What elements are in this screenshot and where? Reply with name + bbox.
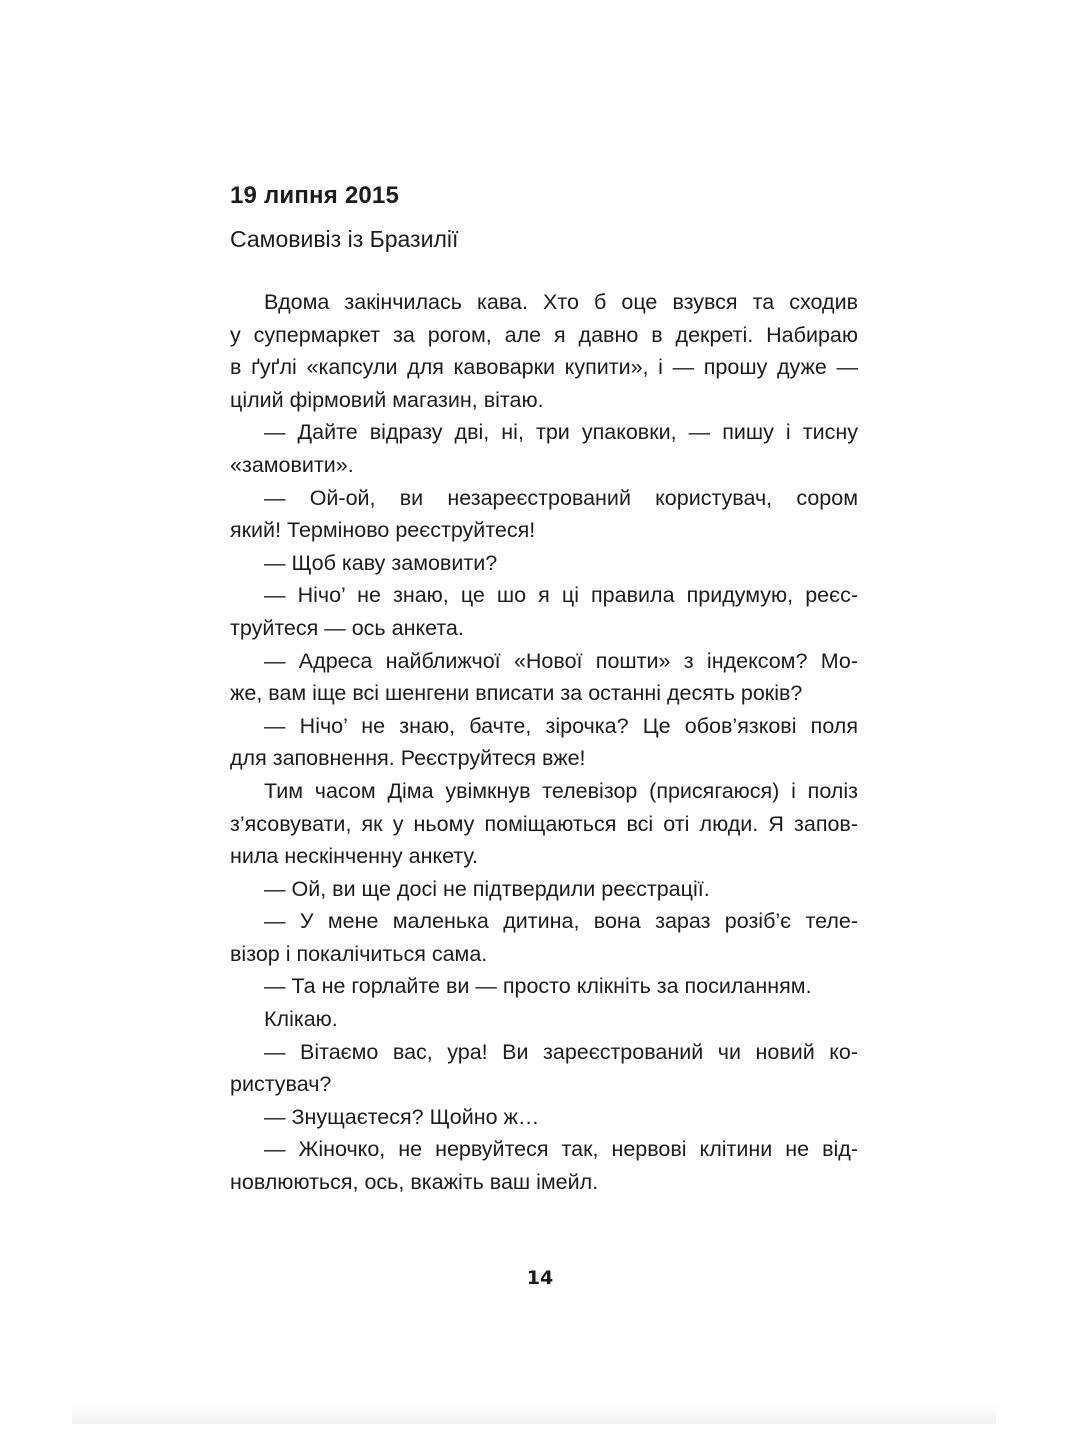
text-line: ристувач? bbox=[230, 1072, 332, 1097]
text-line: — Дайте відразу дві, ні, три упаковки, — пишу і тисну bbox=[264, 420, 858, 445]
body-text bbox=[230, 286, 858, 1199]
text-line: у супермаркет за рогом, але я давно в декреті. Набираю bbox=[230, 322, 858, 347]
text-line: — Щоб каву замовити? bbox=[264, 550, 498, 575]
text-line: — Ой, ви ще досі не підтвердили реєстрації. bbox=[264, 876, 710, 901]
text-line: який! Терміново реєструйтеся! bbox=[230, 518, 536, 543]
text-line: — Знущаєтеся? Щойно ж… bbox=[264, 1104, 540, 1129]
text-line: — Адреса найближчої «Нової пошти» з індексом? Мо- bbox=[264, 648, 858, 673]
text-line: в ґуґлі «капсули для кавоварки купити», і — прошу дуже — bbox=[230, 355, 858, 380]
text-line: — Та не горлайте ви — просто клікніть за посиланням. bbox=[264, 974, 812, 999]
text-line: Тим часом Діма увімкнув телевізор (присягаюся) і поліз bbox=[264, 778, 858, 803]
entry-date-heading: 19 липня 2015 bbox=[230, 182, 400, 209]
text-line: труйтеся — ось анкета. bbox=[230, 615, 464, 640]
chapter-title: Самовивіз із Бразилії bbox=[230, 226, 459, 252]
page-bottom-shadow bbox=[72, 1402, 996, 1424]
text-line: візор і покалічиться сама. bbox=[230, 941, 488, 966]
text-line: — У мене маленька дитина, вона зараз розіб’є теле- bbox=[264, 909, 858, 934]
text-line: — Жіночко, не нервуйтеся так, нервові клітини не від- bbox=[264, 1137, 858, 1162]
text-line: — Нічо’ не знаю, бачте, зірочка? Це обов’язкові поля bbox=[264, 713, 858, 738]
page-number: 14 bbox=[526, 1267, 554, 1289]
text-line: новлюються, ось, вкажіть ваш імейл. bbox=[230, 1170, 599, 1195]
text-line: «замовити». bbox=[230, 452, 354, 477]
text-line: нила нескінченну анкету. bbox=[230, 844, 479, 869]
text-line: — Нічо’ не знаю, це шо я ці правила придумую, реєс- bbox=[264, 583, 858, 608]
text-line: же, вам іще всі шенгени вписати за останні десять років? bbox=[230, 681, 803, 706]
text-line: для заповнення. Реєструйтеся вже! bbox=[230, 746, 586, 771]
text-line: з’ясовувати, як у ньому поміщаються всі оті люди. Я запов- bbox=[230, 811, 858, 836]
text-line: Клікаю. bbox=[264, 1007, 338, 1032]
text-line: цілий фірмовий магазин, вітаю. bbox=[230, 387, 544, 412]
text-line: Вдома закінчилась кава. Хто б оце взувся та сходив bbox=[264, 290, 858, 314]
text-line: — Вітаємо вас, ура! Ви зареєстрований чи новий ко- bbox=[264, 1039, 858, 1064]
text-line: — Ой-ой, ви незареєстрований користувач, сором bbox=[264, 485, 858, 510]
